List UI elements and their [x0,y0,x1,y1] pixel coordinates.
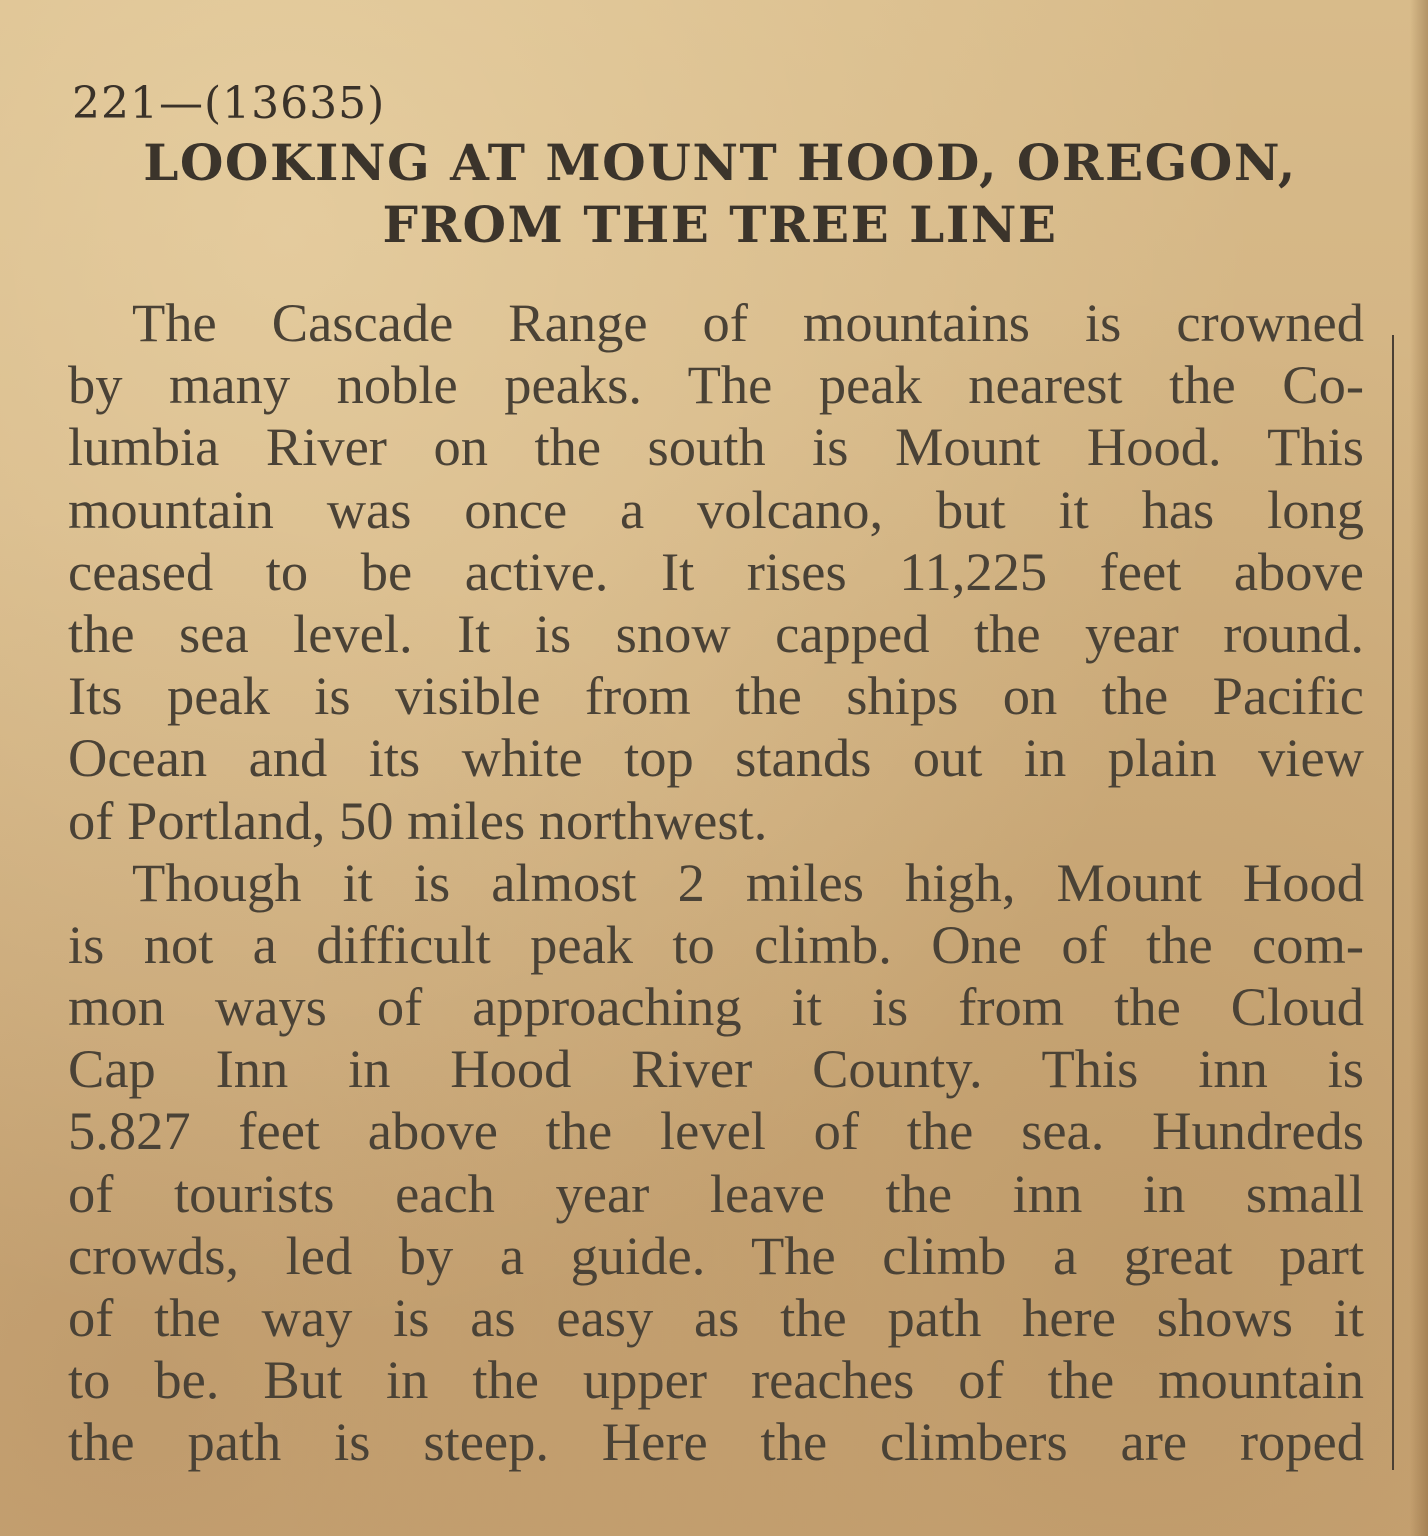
body-line: Ocean and its white top stands out in plain view [68,727,1364,789]
body-line: the sea level. It is snow capped the year round. [68,602,1364,664]
body-line: crowds, led by a guide. The climb a great part [68,1224,1364,1286]
body-line: The Cascade Range of mountains is crowned [132,292,1364,353]
body-line: by many noble peaks. The peak nearest the Co- [68,354,1364,416]
body-line: Though it is almost 2 miles high, Mount Hood [132,851,1364,913]
body-line: ceased to be active. It rises 11,225 feet above [68,540,1364,602]
body-line: of tourists each year leave the inn in small [68,1162,1364,1224]
body-line: of the way is as easy as the path here shows it [68,1287,1364,1348]
card-number: 221—(13635) [72,78,386,129]
title-line: LOOKING AT MOUNT HOOD, OREGON, [143,133,1297,192]
body-line: mon ways of approaching it is from the Cloud [68,976,1364,1038]
card-title [60,132,1380,256]
body-line: of Portland, 50 miles northwest. [68,789,768,851]
body-line: mountain was once a volcano, but it has long [68,478,1364,540]
body-line: Cap Inn in Hood River County. This inn is [68,1038,1364,1100]
body-line: the path is steep. Here the climbers are roped [68,1411,1364,1473]
card-edge-shadow [1410,0,1428,1536]
title-line: FROM THE TREE LINE [382,195,1058,254]
vertical-rule [1392,335,1394,1470]
body-line: is not a difficult peak to climb. One of the com- [68,913,1364,975]
body-text [68,292,1364,1474]
body-line: 5.827 feet above the level of the sea. Hundreds [68,1100,1364,1162]
body-line: to be. But in the upper reaches of the mountain [68,1349,1364,1411]
body-line: lumbia River on the south is Mount Hood. This [68,416,1364,478]
body-line: Its peak is visible from the ships on the Pacific [68,665,1364,727]
